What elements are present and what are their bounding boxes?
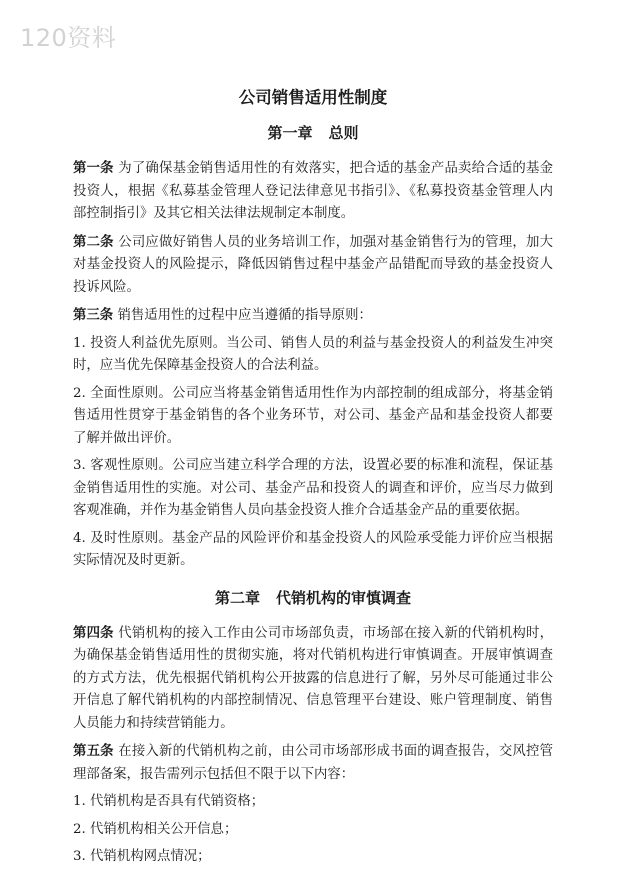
principle-4: 4. 及时性原则。基金产品的风险评价和基金投资人的风险承受能力评价应当根据实际情况及时更新。: [73, 530, 553, 568]
article-2: [73, 231, 553, 300]
article-text: 为了确保基金销售适用性的有效落实，把合适的基金产品卖给合适的基金投资人，根据《私募基金管理人登记法律意见书指引》、《私募投资基金管理人内部控制指引》及其它相关法律法规制定本制度。: [73, 161, 554, 221]
chapter-name: 总则: [328, 124, 359, 142]
article-label: 第二条: [73, 233, 114, 250]
article-text: 在接入新的代销机构之前，由公司市场部形成书面的调查报告，交风控管理部备案，报告需列示包括但不限于以下内容：: [73, 744, 554, 782]
list-item: 2. 代销机构相关公开信息；: [73, 821, 238, 837]
article-label: 第三条: [73, 307, 114, 323]
principle-2: 2. 全面性原则。公司应当将基金销售适用性作为内部控制的组成部分，将基金销售适用性贯穿于基金销售的各个业务环节，对公司、基金产品和基金投资人都要了解并做出评价。: [73, 385, 553, 446]
article-text: 代销机构的接入工作由公司市场部负责，市场部在接入新的代销机构时，为确保基金销售适用性的贯彻实施，将对代销机构进行审慎调查。开展审慎调查的方式方法，优先根据代销机构公开披露的信息进行了解，另外尽可能通过非公开信息了解代销机构的内部控制情况、信息管理平台建设、账户管理制度、销售人员能力和持续营销能力。: [73, 625, 554, 731]
list-item: 1. 代销机构是否具有代销资格；: [73, 794, 265, 809]
list-item: 3. 代销机构网点情况；: [73, 849, 211, 864]
article-label: 第四条: [73, 624, 114, 641]
article-label: 第五条: [73, 743, 114, 759]
document-page: [73, 86, 553, 869]
article-label: 第一条: [73, 160, 114, 176]
chapter-number: 第一章: [267, 124, 313, 142]
article-4: [73, 622, 553, 736]
document-title: 公司销售适用性制度: [238, 88, 388, 107]
article-text: 销售适用性的过程中应当遵循的指导原则：: [117, 308, 372, 323]
chapter-name: 代销机构的审慎调查: [276, 588, 412, 607]
article-3: [73, 304, 553, 328]
chapter-heading-2: [73, 587, 553, 609]
principle-3: 3. 客观性原则。公司应当建立科学合理的方法，设置必要的标准和流程，保证基金销售适用性的实施。对公司、基金产品和投资人的调查和评价，应当尽力做到客观准确，并作为基金销售人员向基金投资人推介合适基金产品的重要依据。: [73, 458, 553, 518]
chapter-heading-1: [73, 122, 553, 144]
watermark: 120资料: [20, 24, 117, 52]
chapter-number: 第二章: [214, 588, 260, 607]
article-1: [73, 157, 553, 226]
article-text: 公司应做好销售人员的业务培训工作，加强对基金销售行为的管理，加大对基金投资人的风险提示，降低因销售过程中基金产品错配而导致的基金投资人投诉风险。: [73, 234, 554, 295]
article-5: [73, 740, 553, 786]
principle-1: 1. 投资人利益优先原则。当公司、销售人员的利益与基金投资人的利益发生冲突时，应当优先保障基金投资人的合法利益。: [73, 335, 553, 373]
